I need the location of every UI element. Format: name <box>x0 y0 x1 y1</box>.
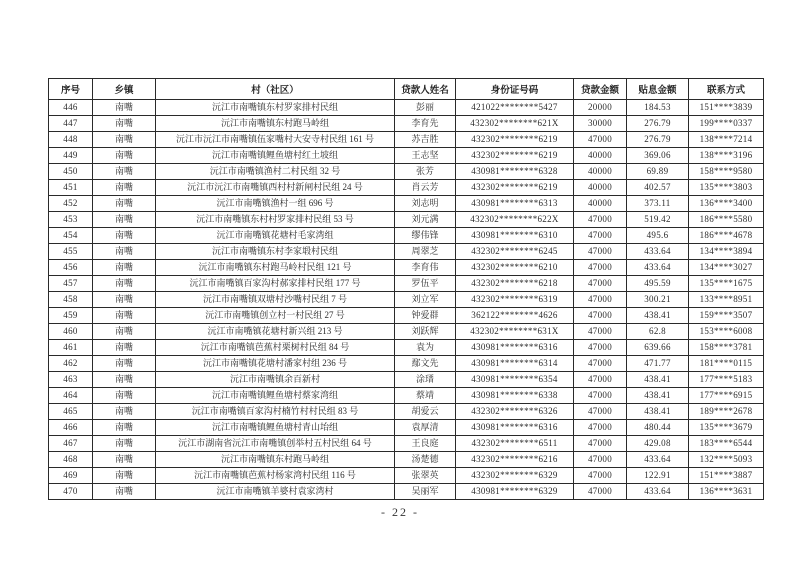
cell-village: 沅江市南嘴镇创立村一村民组 27 号 <box>156 308 395 324</box>
column-header-subsidy-amount: 贴息金额 <box>627 79 689 100</box>
table-body <box>49 100 764 500</box>
table-row <box>49 356 764 372</box>
cell-village: 沅江市南嘴镇百家沟村郝家排村民组 177 号 <box>156 276 395 292</box>
cell-village: 沅江市南嘴镇东村跑马岭组 <box>156 116 395 132</box>
cell-borrower-name: 肖云芳 <box>395 180 456 196</box>
cell-borrower-name: 汤楚德 <box>395 452 456 468</box>
table-row <box>49 116 764 132</box>
cell-serial: 448 <box>49 132 93 148</box>
cell-township: 南嘴 <box>93 180 156 196</box>
cell-loan-amount: 47000 <box>574 404 627 420</box>
cell-serial: 453 <box>49 212 93 228</box>
cell-id-number: 421022********5427 <box>456 100 574 116</box>
cell-loan-amount: 47000 <box>574 292 627 308</box>
cell-id-number: 432302********6326 <box>456 404 574 420</box>
cell-borrower-name: 袁厚清 <box>395 420 456 436</box>
cell-township: 南嘴 <box>93 404 156 420</box>
cell-serial: 458 <box>49 292 93 308</box>
cell-township: 南嘴 <box>93 372 156 388</box>
cell-id-number: 432302********6210 <box>456 260 574 276</box>
cell-serial: 450 <box>49 164 93 180</box>
cell-serial: 460 <box>49 324 93 340</box>
cell-borrower-name: 胡爱云 <box>395 404 456 420</box>
table-row <box>49 420 764 436</box>
cell-borrower-name: 刘志明 <box>395 196 456 212</box>
loan-subsidy-table <box>48 78 764 500</box>
cell-village: 沅江市南嘴镇东村村罗家排村民组 53 号 <box>156 212 395 228</box>
cell-township: 南嘴 <box>93 324 156 340</box>
cell-serial: 468 <box>49 452 93 468</box>
cell-borrower-name: 周翠芝 <box>395 244 456 260</box>
table-row <box>49 292 764 308</box>
cell-village: 沅江市南嘴镇东村跑马岭村民组 121 号 <box>156 260 395 276</box>
column-header-loan-amount: 贷款金额 <box>574 79 627 100</box>
cell-subsidy-amount: 433.64 <box>627 452 689 468</box>
cell-id-number: 430981********6310 <box>456 228 574 244</box>
cell-village: 沅江市南嘴镇花塘村毛家湾组 <box>156 228 395 244</box>
cell-borrower-name: 张芳 <box>395 164 456 180</box>
cell-subsidy-amount: 438.41 <box>627 308 689 324</box>
cell-serial: 454 <box>49 228 93 244</box>
table-row <box>49 452 764 468</box>
table-row <box>49 404 764 420</box>
cell-subsidy-amount: 122.91 <box>627 468 689 484</box>
cell-township: 南嘴 <box>93 420 156 436</box>
cell-contact: 177****5183 <box>689 372 764 388</box>
cell-village: 沅江市南嘴镇东村罗家排村民组 <box>156 100 395 116</box>
cell-village: 沅江市南嘴镇渔村二村民组 32 号 <box>156 164 395 180</box>
cell-loan-amount: 47000 <box>574 484 627 500</box>
cell-subsidy-amount: 519.42 <box>627 212 689 228</box>
cell-subsidy-amount: 62.8 <box>627 324 689 340</box>
cell-loan-amount: 40000 <box>574 196 627 212</box>
cell-subsidy-amount: 276.79 <box>627 116 689 132</box>
cell-township: 南嘴 <box>93 196 156 212</box>
cell-subsidy-amount: 276.79 <box>627 132 689 148</box>
table-row <box>49 180 764 196</box>
cell-contact: 134****3027 <box>689 260 764 276</box>
cell-village: 沅江市沅江市南嘴镇西村村新闸村民组 24 号 <box>156 180 395 196</box>
page-number: - 22 - <box>381 505 419 519</box>
table-row <box>49 308 764 324</box>
cell-contact: 151****3887 <box>689 468 764 484</box>
column-header-serial: 序号 <box>49 79 93 100</box>
cell-loan-amount: 47000 <box>574 468 627 484</box>
cell-township: 南嘴 <box>93 132 156 148</box>
cell-village: 沅江市南嘴镇百家沟村楠竹村村民组 83 号 <box>156 404 395 420</box>
cell-borrower-name: 刘立军 <box>395 292 456 308</box>
cell-village: 沅江市南嘴镇鲤鱼塘村红土坡组 <box>156 148 395 164</box>
cell-serial: 451 <box>49 180 93 196</box>
cell-borrower-name: 王良庭 <box>395 436 456 452</box>
cell-id-number: 432302********621X <box>456 116 574 132</box>
table-row <box>49 244 764 260</box>
cell-loan-amount: 47000 <box>574 308 627 324</box>
cell-borrower-name: 刘元满 <box>395 212 456 228</box>
cell-village: 沅江市南嘴镇余百新村 <box>156 372 395 388</box>
cell-subsidy-amount: 433.64 <box>627 244 689 260</box>
cell-serial: 456 <box>49 260 93 276</box>
cell-village: 沅江市南嘴镇芭蕉村杨家湾村民组 116 号 <box>156 468 395 484</box>
cell-loan-amount: 30000 <box>574 116 627 132</box>
cell-subsidy-amount: 438.41 <box>627 404 689 420</box>
cell-subsidy-amount: 369.06 <box>627 148 689 164</box>
cell-village: 沅江市南嘴镇鲤鱼塘村蔡家湾组 <box>156 388 395 404</box>
cell-subsidy-amount: 471.77 <box>627 356 689 372</box>
cell-contact: 189****2678 <box>689 404 764 420</box>
cell-borrower-name: 王志坚 <box>395 148 456 164</box>
cell-serial: 465 <box>49 404 93 420</box>
cell-borrower-name: 涂瑨 <box>395 372 456 388</box>
cell-serial: 457 <box>49 276 93 292</box>
cell-id-number: 362122********4626 <box>456 308 574 324</box>
cell-borrower-name: 张翠英 <box>395 468 456 484</box>
cell-subsidy-amount: 373.11 <box>627 196 689 212</box>
cell-borrower-name: 李育伟 <box>395 260 456 276</box>
table-row <box>49 196 764 212</box>
cell-id-number: 430981********6328 <box>456 164 574 180</box>
cell-contact: 138****7214 <box>689 132 764 148</box>
cell-id-number: 432302********6319 <box>456 292 574 308</box>
cell-loan-amount: 47000 <box>574 452 627 468</box>
table-row <box>49 148 764 164</box>
cell-serial: 462 <box>49 356 93 372</box>
cell-contact: 132****5093 <box>689 452 764 468</box>
cell-borrower-name: 苏吉胜 <box>395 132 456 148</box>
cell-loan-amount: 40000 <box>574 164 627 180</box>
cell-subsidy-amount: 69.89 <box>627 164 689 180</box>
cell-serial: 467 <box>49 436 93 452</box>
cell-village: 沅江市南嘴镇东村李家塅村民组 <box>156 244 395 260</box>
cell-township: 南嘴 <box>93 244 156 260</box>
cell-loan-amount: 47000 <box>574 212 627 228</box>
cell-serial: 461 <box>49 340 93 356</box>
cell-borrower-name: 鄢文先 <box>395 356 456 372</box>
cell-village: 沅江市南嘴镇渔村一组 696 号 <box>156 196 395 212</box>
table-row <box>49 100 764 116</box>
cell-township: 南嘴 <box>93 228 156 244</box>
cell-subsidy-amount: 639.66 <box>627 340 689 356</box>
cell-township: 南嘴 <box>93 116 156 132</box>
cell-township: 南嘴 <box>93 276 156 292</box>
cell-village: 沅江市南嘴镇鲤鱼塘村青山坮组 <box>156 420 395 436</box>
cell-township: 南嘴 <box>93 148 156 164</box>
table-row <box>49 388 764 404</box>
cell-township: 南嘴 <box>93 164 156 180</box>
cell-contact: 133****8951 <box>689 292 764 308</box>
cell-contact: 158****9580 <box>689 164 764 180</box>
cell-serial: 470 <box>49 484 93 500</box>
cell-village: 沅江市湖南省沅江市南嘴镇创举村五村民组 64 号 <box>156 436 395 452</box>
cell-loan-amount: 47000 <box>574 244 627 260</box>
cell-borrower-name: 罗伍平 <box>395 276 456 292</box>
cell-id-number: 432302********6216 <box>456 452 574 468</box>
cell-contact: 136****3631 <box>689 484 764 500</box>
cell-village: 沅江市南嘴镇芭蕉村栗树村民组 84 号 <box>156 340 395 356</box>
cell-subsidy-amount: 433.64 <box>627 484 689 500</box>
cell-contact: 186****5580 <box>689 212 764 228</box>
table-row <box>49 212 764 228</box>
cell-contact: 135****1675 <box>689 276 764 292</box>
cell-township: 南嘴 <box>93 260 156 276</box>
cell-contact: 153****6008 <box>689 324 764 340</box>
cell-id-number: 432302********6218 <box>456 276 574 292</box>
cell-id-number: 430981********6338 <box>456 388 574 404</box>
table-row <box>49 436 764 452</box>
cell-id-number: 432302********622X <box>456 212 574 228</box>
cell-subsidy-amount: 438.41 <box>627 388 689 404</box>
cell-loan-amount: 47000 <box>574 356 627 372</box>
cell-serial: 466 <box>49 420 93 436</box>
cell-loan-amount: 47000 <box>574 228 627 244</box>
cell-id-number: 432302********631X <box>456 324 574 340</box>
table-row <box>49 164 764 180</box>
cell-village: 沅江市南嘴镇花塘村潘家村组 236 号 <box>156 356 395 372</box>
cell-contact: 183****6544 <box>689 436 764 452</box>
cell-loan-amount: 47000 <box>574 372 627 388</box>
cell-contact: 177****6915 <box>689 388 764 404</box>
cell-township: 南嘴 <box>93 436 156 452</box>
cell-loan-amount: 47000 <box>574 324 627 340</box>
table-row <box>49 484 764 500</box>
table-row <box>49 132 764 148</box>
table-row <box>49 372 764 388</box>
cell-borrower-name: 刘跃辉 <box>395 324 456 340</box>
cell-subsidy-amount: 429.08 <box>627 436 689 452</box>
cell-contact: 151****3839 <box>689 100 764 116</box>
cell-id-number: 432302********6511 <box>456 436 574 452</box>
cell-id-number: 432302********6219 <box>456 148 574 164</box>
cell-id-number: 432302********6245 <box>456 244 574 260</box>
cell-loan-amount: 40000 <box>574 180 627 196</box>
cell-township: 南嘴 <box>93 308 156 324</box>
cell-borrower-name: 彭丽 <box>395 100 456 116</box>
cell-contact: 158****3781 <box>689 340 764 356</box>
cell-township: 南嘴 <box>93 292 156 308</box>
table-row <box>49 340 764 356</box>
cell-serial: 463 <box>49 372 93 388</box>
cell-borrower-name: 蔡靖 <box>395 388 456 404</box>
cell-borrower-name: 钟爱群 <box>395 308 456 324</box>
cell-id-number: 430981********6313 <box>456 196 574 212</box>
table-row <box>49 228 764 244</box>
cell-contact: 159****3507 <box>689 308 764 324</box>
cell-township: 南嘴 <box>93 100 156 116</box>
cell-loan-amount: 47000 <box>574 436 627 452</box>
cell-id-number: 432302********6219 <box>456 132 574 148</box>
cell-serial: 469 <box>49 468 93 484</box>
table-header-row <box>49 79 764 100</box>
cell-village: 沅江市南嘴镇羊婆村袁家湾村 <box>156 484 395 500</box>
cell-loan-amount: 47000 <box>574 340 627 356</box>
column-header-contact: 联系方式 <box>689 79 764 100</box>
cell-subsidy-amount: 495.59 <box>627 276 689 292</box>
column-header-village: 村（社区） <box>156 79 395 100</box>
cell-loan-amount: 47000 <box>574 132 627 148</box>
table-row <box>49 276 764 292</box>
cell-loan-amount: 47000 <box>574 276 627 292</box>
cell-township: 南嘴 <box>93 484 156 500</box>
cell-serial: 452 <box>49 196 93 212</box>
cell-township: 南嘴 <box>93 356 156 372</box>
cell-serial: 459 <box>49 308 93 324</box>
cell-township: 南嘴 <box>93 388 156 404</box>
cell-contact: 135****3803 <box>689 180 764 196</box>
cell-borrower-name: 李育先 <box>395 116 456 132</box>
cell-id-number: 432302********6219 <box>456 180 574 196</box>
cell-id-number: 430981********6354 <box>456 372 574 388</box>
cell-subsidy-amount: 438.41 <box>627 372 689 388</box>
table-row <box>49 260 764 276</box>
cell-id-number: 430981********6316 <box>456 340 574 356</box>
cell-subsidy-amount: 480.44 <box>627 420 689 436</box>
cell-subsidy-amount: 433.64 <box>627 260 689 276</box>
table-row <box>49 468 764 484</box>
cell-serial: 455 <box>49 244 93 260</box>
cell-subsidy-amount: 300.21 <box>627 292 689 308</box>
cell-loan-amount: 47000 <box>574 420 627 436</box>
column-header-id-number: 身份证号码 <box>456 79 574 100</box>
cell-contact: 135****3679 <box>689 420 764 436</box>
column-header-township: 乡镇 <box>93 79 156 100</box>
cell-subsidy-amount: 184.53 <box>627 100 689 116</box>
cell-township: 南嘴 <box>93 212 156 228</box>
cell-id-number: 430981********6316 <box>456 420 574 436</box>
cell-village: 沅江市南嘴镇花塘村新兴组 213 号 <box>156 324 395 340</box>
cell-subsidy-amount: 402.57 <box>627 180 689 196</box>
cell-village: 沅江市南嘴镇东村跑马岭组 <box>156 452 395 468</box>
cell-loan-amount: 40000 <box>574 148 627 164</box>
cell-id-number: 430981********6329 <box>456 484 574 500</box>
cell-township: 南嘴 <box>93 452 156 468</box>
cell-serial: 464 <box>49 388 93 404</box>
cell-loan-amount: 47000 <box>574 260 627 276</box>
cell-township: 南嘴 <box>93 340 156 356</box>
cell-borrower-name: 袁为 <box>395 340 456 356</box>
cell-contact: 136****3400 <box>689 196 764 212</box>
cell-contact: 138****3196 <box>689 148 764 164</box>
cell-contact: 181****0115 <box>689 356 764 372</box>
cell-loan-amount: 20000 <box>574 100 627 116</box>
cell-village: 沅江市沅江市南嘴镇伍家嘴村大安寺村民组 161 号 <box>156 132 395 148</box>
cell-serial: 449 <box>49 148 93 164</box>
column-header-borrower-name: 贷款人姓名 <box>395 79 456 100</box>
cell-serial: 447 <box>49 116 93 132</box>
cell-contact: 186****4678 <box>689 228 764 244</box>
cell-subsidy-amount: 495.6 <box>627 228 689 244</box>
cell-borrower-name: 缪伟锋 <box>395 228 456 244</box>
cell-id-number: 430981********6314 <box>456 356 574 372</box>
cell-village: 沅江市南嘴镇双塘村沙嘴村民组 7 号 <box>156 292 395 308</box>
cell-township: 南嘴 <box>93 468 156 484</box>
table-row <box>49 324 764 340</box>
cell-id-number: 432302********6329 <box>456 468 574 484</box>
cell-contact: 199****0337 <box>689 116 764 132</box>
cell-loan-amount: 47000 <box>574 388 627 404</box>
cell-borrower-name: 吴丽军 <box>395 484 456 500</box>
cell-contact: 134****3894 <box>689 244 764 260</box>
cell-serial: 446 <box>49 100 93 116</box>
